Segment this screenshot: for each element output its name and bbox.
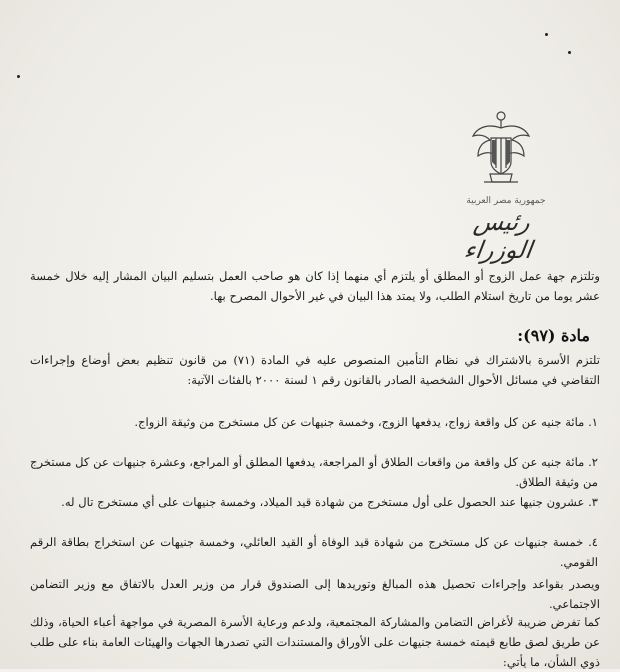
paragraph-tax: كما تفرض ضريبة لأغراض التضامن والمشاركة المجتمعية، ولدعم ورعاية الأسرة المصرية في مواجهة أعباء الحياة، وذلك عن طريق لصق طابع قيمته خمسة جنيهات على الأوراق والمستندات التي تصدرها الجهات والهيئات العامة بناء على طلب ذوي الشأن، ما يأتي: bbox=[30, 615, 600, 669]
list-item: ١. مائة جنيه عن كل واقعة زواج، يدفعها الزوج، وخمسة جنيهات عن كل مستخرج من وثيقة الزواج. bbox=[134, 415, 598, 429]
article-title: مادة (٩٧): bbox=[517, 326, 590, 345]
list-item: ٤. خمسة جنيهات عن كل مستخرج من شهادة قيد الوفاة أو القيد العائلي، وخمسة جنيهات عن استخراج بطاقة الرقم القومي. bbox=[30, 535, 598, 569]
signature-line-1: جمهورية مصر العربية bbox=[466, 196, 546, 206]
ink-speck bbox=[568, 51, 571, 54]
list-item: ٣. عشرون جنيها عند الحصول على أول مستخرج من شهادة قيد الميلاد، وخمسة جنيهات على أي مستخرج تال له. bbox=[61, 495, 598, 509]
article-intro: تلتزم الأسرة بالاشتراك في نظام التأمين المنصوص عليه في المادة (٧١) من قانون تنظيم بعض أوضاع وإجراءات التقاضي في مسائل الأحوال الشخصية الصادر بالقانون رقم ١ لسنة ٢٠٠٠ بالفئات الآتية: bbox=[30, 353, 600, 387]
list-item: ٢. مائة جنيه عن كل واقعة من واقعات الطلاق أو المراجعة، يدفعها المطلق أو المراجع، وعشرة جنيهات عن كل مستخرج من وثيقة الطلاق. bbox=[30, 455, 598, 489]
intro-paragraph: وتلتزم جهة عمل الزوج أو المطلق أو يلتزم أي منهما إذا كان هو صاحب العمل بتسليم البيان المشار إليه خلال خمسة عشر يوما من تاريخ استلام الطلب، ولا يمتد هذا البيان في غير الأحوال المصرح بها. bbox=[30, 269, 600, 303]
signature-line-2: رئيس الوزراء bbox=[462, 208, 534, 264]
ink-speck bbox=[17, 75, 20, 78]
paragraph-rules: ويصدر بقواعد وإجراءات تحصيل هذه المبالغ وتوريدها إلى الصندوق قرار من وزير العدل بالاتفاق مع وزير التضامن الاجتماعي. bbox=[30, 577, 600, 611]
ink-speck bbox=[545, 33, 548, 36]
eagle-emblem-icon bbox=[470, 110, 532, 188]
